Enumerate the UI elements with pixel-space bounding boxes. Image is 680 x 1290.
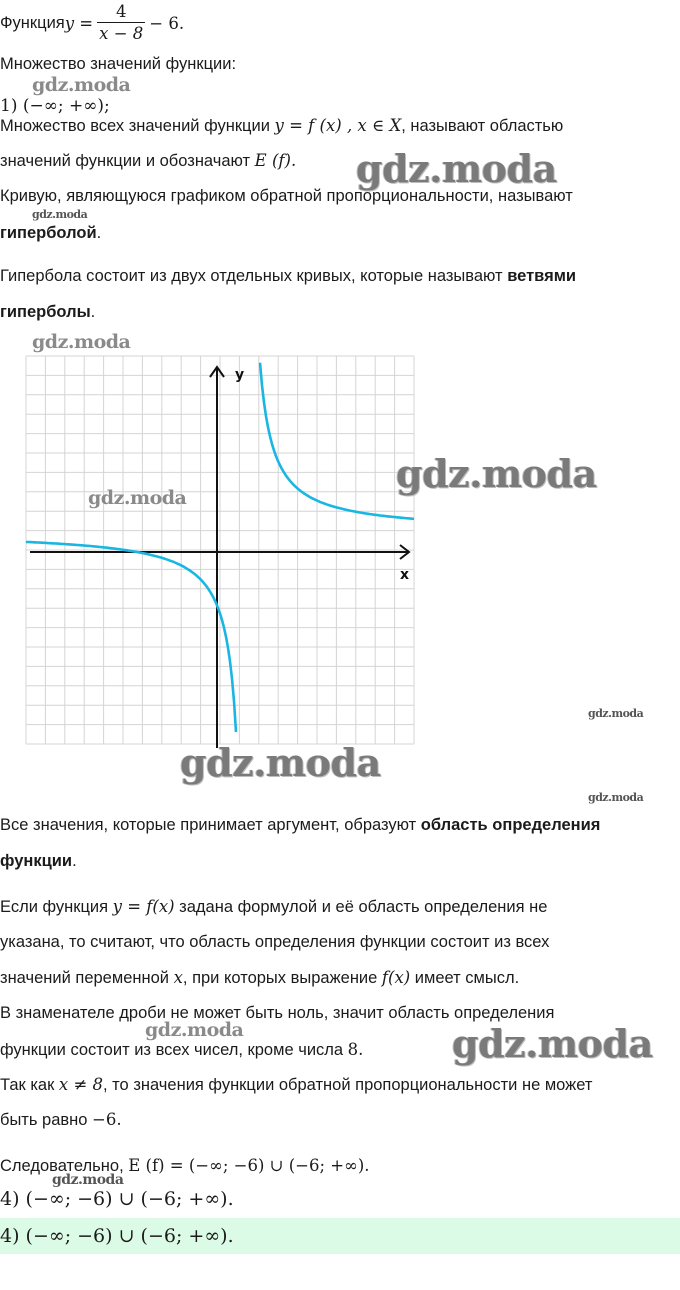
para1-text: Множество всех значений функции [0, 117, 275, 135]
task-formula-tail: − 6. [149, 13, 185, 33]
term-hyperbola-branches: гиперболы [0, 303, 91, 321]
para5-text: значений переменной [0, 969, 174, 987]
watermark: gdz.moda [32, 208, 88, 221]
para4-text: Все значения, которые принимает аргумент, образуют [0, 816, 421, 834]
result-line: 4) (−∞; −6) ∪ (−6; +∞). [0, 1188, 234, 1210]
para5-math: x [173, 968, 183, 987]
watermark: gdz.moda [588, 791, 644, 804]
fraction-numerator: 4 [115, 1, 127, 21]
task-prefix: Функция [0, 13, 65, 32]
para7-text: Так как [0, 1076, 59, 1094]
watermark: gdz.moda [588, 707, 644, 720]
para6-line1: В знаменателе дроби не может быть ноль, значит область определения [0, 1004, 555, 1022]
para4-line2 [0, 852, 77, 871]
watermark: gdz.moda [356, 146, 557, 191]
para7-math: x ≠ 8 [58, 1075, 104, 1094]
para5-line3 [0, 968, 519, 988]
term-branches: ветвями [507, 267, 577, 285]
para8-text: Следовательно, [0, 1157, 129, 1175]
para5-text: , при которых выражение [182, 969, 382, 987]
hyperbola-graph [20, 352, 420, 752]
para5-text: имеет смысл. [410, 969, 520, 987]
para5-text: Если функция [0, 898, 113, 916]
task-line [0, 0, 184, 46]
y-axis-label: y [235, 367, 245, 383]
answer-text: 4) (−∞; −6) ∪ (−6; +∞). [0, 1225, 234, 1247]
watermark: gdz.moda [145, 1019, 244, 1041]
para7-line1 [0, 1075, 592, 1095]
para1-line1 [0, 116, 563, 136]
task-fraction [97, 2, 145, 45]
task-formula-lhs: y = [64, 13, 94, 33]
answer-bar [0, 1218, 680, 1254]
para7-text: быть равно [0, 1111, 93, 1129]
para1-text: , называют областью [401, 117, 564, 135]
para5-math: y = f(x) [112, 897, 175, 916]
watermark: gdz.moda [396, 451, 597, 496]
watermark: gdz.moda [32, 331, 131, 353]
para7-math: −6. [92, 1110, 122, 1129]
para3-text: . [90, 303, 96, 321]
para1-math: y = f (x) , x ∈ X [274, 116, 402, 135]
para6-line2 [0, 1040, 363, 1060]
hyperbola-branch-left [26, 542, 236, 732]
para3-text: Гипербола состоит из двух отдельных кривых, которые называют [0, 267, 508, 285]
para7-text: , то значения функции обратной пропорциональности не может [103, 1076, 593, 1094]
question-text: Множество значений функции: [0, 55, 237, 73]
para6-math: 8. [347, 1040, 364, 1059]
para2-line1: Кривую, являющуюся графиком обратной пропорциональности, называют [0, 187, 573, 205]
para1-text: значений функции и обозначают [0, 152, 255, 170]
para5-line2: указана, то считают, что область определения функции состоит из всех [0, 933, 550, 951]
para5-math: f(x) [381, 968, 411, 987]
para3-line2 [0, 303, 95, 322]
fraction-denominator: x − 8 [99, 23, 144, 43]
option-1-partial: 1) (−∞; +∞); [0, 96, 110, 116]
para7-line2 [0, 1110, 122, 1130]
watermark: gdz.moda [88, 487, 187, 509]
para3-line1 [0, 267, 576, 286]
term-domain: область определения [420, 816, 601, 834]
para5-text: задана формулой и её область определения не [174, 898, 548, 916]
para4-line1 [0, 816, 600, 835]
graph-grid [26, 356, 414, 744]
para8-math: E (f) = (−∞; −6) ∪ (−6; +∞). [128, 1156, 370, 1175]
para4-text: . [72, 852, 77, 870]
term-function: функции [0, 852, 73, 870]
para1-math: E (f). [254, 151, 297, 170]
para6-text: функции состоит из всех чисел, кроме числа [0, 1041, 348, 1059]
term-hyperbola: гиперболой [0, 224, 97, 242]
hyperbola-branch-right [260, 363, 414, 519]
para2-text: . [96, 224, 102, 242]
watermark: gdz.moda [180, 740, 381, 785]
watermark: gdz.moda [452, 1021, 653, 1066]
watermark: gdz.moda [32, 74, 131, 96]
para5-line1 [0, 897, 547, 917]
x-axis-label: x [400, 567, 410, 583]
para2-line2 [0, 224, 101, 243]
para1-line2 [0, 151, 296, 171]
watermark: gdz.moda [52, 1172, 124, 1188]
